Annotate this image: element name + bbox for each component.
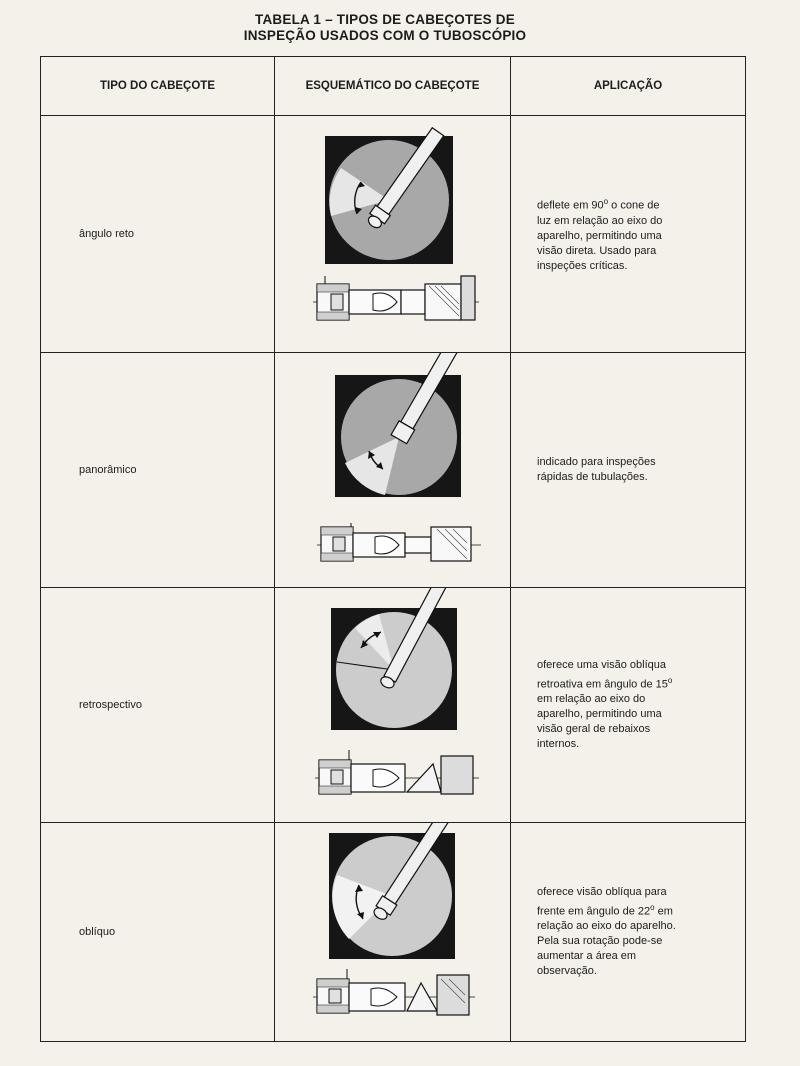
type-cell: panorâmico [41,353,275,588]
type-cell: ângulo reto [41,116,275,353]
schematic-cell [275,588,511,823]
table-row [41,588,746,823]
schematic-cell [275,353,511,588]
type-cell: retrospectivo [41,588,275,823]
header-row [41,57,746,116]
head-cross-section [317,523,481,561]
table-row [41,823,746,1042]
application-text: oferece uma visão oblíqua retroativa em ângulo de 15$^o$ em relação ao eixo do aparelho, permitindo uma visão geral de rebaixos internos. [537,658,673,751]
head-cross-section [315,750,479,794]
schematic-right-angle [275,116,511,347]
header-schematic: ESQUEMÁTICO DO CABEÇOTE [275,57,511,116]
head-cross-section [313,276,479,320]
table-row [41,353,746,588]
application-cell [511,823,746,1042]
table-row [41,116,746,353]
application-text: deflete em 90$^o$ o cone de luz em relação ao eixo do aparelho, permitindo uma visão direta. Usado para inspeções críticas. [537,197,663,272]
header-application: APLICAÇÃO [511,57,746,116]
application-cell [511,116,746,353]
schematic-cell [275,823,511,1042]
type-cell: oblíquo [41,823,275,1042]
schematic-cell [275,116,511,353]
head-cross-section [313,969,475,1015]
table-title [0,12,770,44]
application-text: oferece visão oblíqua para frente em ângulo de 22$^o$ em relação ao eixo do aparelho. Pela sua rotação pode-se aumentar a área em observação. [537,885,676,978]
title-line-2: INSPEÇÃO USADOS COM O TUBOSCÓPIO [243,28,527,43]
title-line-1: TABELA 1 – TIPOS DE CABEÇOTES DE [255,12,515,27]
schematic-panoramic [275,353,511,582]
inspection-heads-table [40,56,746,1042]
schematic-oblique [275,823,511,1036]
application-cell [511,353,746,588]
application-cell [511,588,746,823]
header-type: TIPO DO CABEÇOTE [41,57,275,116]
schematic-retrospective [275,588,511,817]
application-text: indicado para inspeções rápidas de tubulações. [537,456,656,483]
